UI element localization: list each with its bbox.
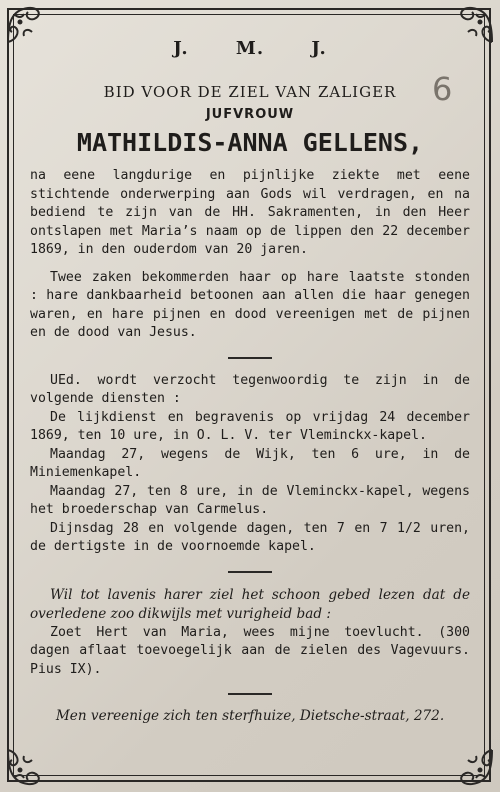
service-item: De lijkdienst en begravenis op vrijdag 24 december 1869, ten 10 ure, in O. L. V. ter Vleminckx-kapel. bbox=[30, 409, 470, 443]
divider bbox=[228, 571, 272, 573]
corner-ornament-icon bbox=[452, 744, 498, 790]
handwritten-number: 6 bbox=[432, 70, 453, 108]
invocation-line: BID VOOR DE ZIEL VAN ZALIGER bbox=[103, 83, 397, 101]
deceased-name: MATHILDIS-ANNA GELLENS, bbox=[76, 128, 424, 157]
corner-ornament-icon bbox=[2, 744, 48, 790]
divider bbox=[228, 693, 272, 695]
prayer-text: Zoet Hert van Maria, wees mijne toevlucht. (300 dagen aflaat toevoegelijk aan de zielen des Vagevuurs. Pius IX). bbox=[30, 624, 470, 677]
title-line: JUFVROUW bbox=[205, 107, 295, 122]
service-item: Maandag 27, ten 8 ure, in de Vleminckx-kapel, wegens het broederschap van Carmelus. bbox=[30, 483, 470, 517]
service-item: Dijnsdag 28 en volgende dagen, ten 7 en 7 1/2 uren, de dertigste in de voornoemde kapel. bbox=[30, 520, 470, 554]
reflection-paragraph: Twee zaken bekommerden haar op hare laatste stonden : hare dankbaarheid betoonen aan allen die haar genegen waren, en hare pijnen en dood vereenigen met de pijnen en de dood van Jesus. bbox=[30, 269, 470, 340]
card-content bbox=[30, 38, 470, 724]
divider bbox=[228, 357, 272, 359]
services-intro: UEd. wordt verzocht tegenwoordig te zijn in de volgende diensten : bbox=[30, 372, 470, 406]
intro-paragraph: na eene langdurige en pijnlijke ziekte met eene stichtende onderwerping aan Gods wil verdragen, en na bediend te zijn van de HH. Sakramenten, in den Heer ontslapen met Maria’s naam op de lippen den 22 december 1869, in den ouderdom van 20 jaren. bbox=[30, 168, 470, 257]
prayer-request: Wil tot lavenis harer ziel het schoon gebed lezen dat de overledene zoo dikwijls met vurigheid bad : bbox=[30, 586, 470, 622]
footer-address: Men vereenige zich ten sterfhuize, Dietsche-straat, 272. bbox=[55, 708, 445, 724]
initials-heading: J. M. J. bbox=[173, 38, 327, 59]
service-item: Maandag 27, wegens de Wijk, ten 6 ure, in de Miniemenkapel. bbox=[30, 446, 470, 480]
